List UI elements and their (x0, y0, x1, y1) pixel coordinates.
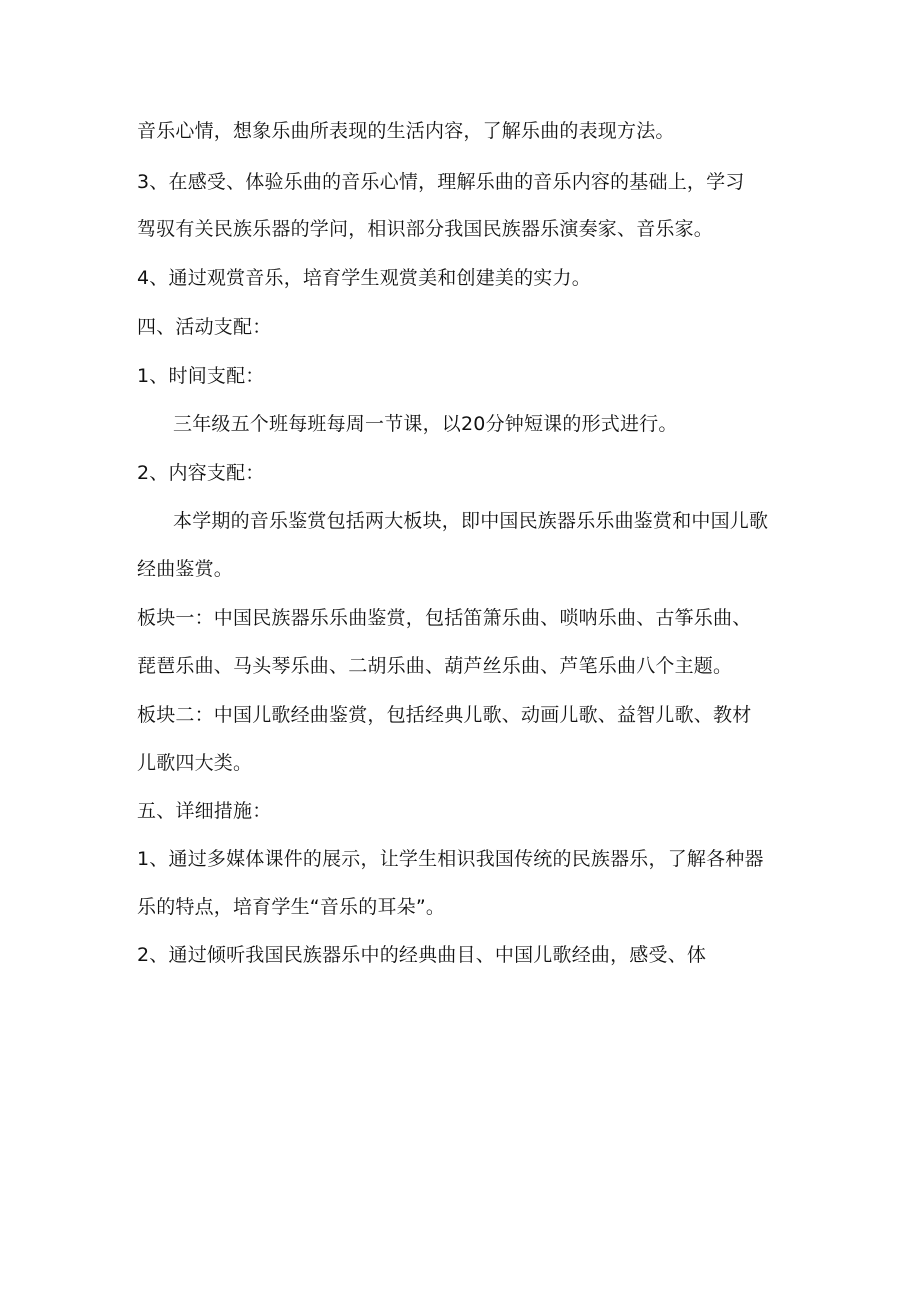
text-line: 乐的特点，培育学生“音乐的耳朵”。 (137, 896, 446, 918)
text-line: 经曲鉴赏。 (137, 558, 234, 580)
text-line: 4、通过观赏音乐，培育学生观赏美和创建美的实力。 (137, 267, 591, 289)
text-line: 音乐心情，想象乐曲所表现的生活内容，了解乐曲的表现方法。 (137, 120, 675, 142)
text-line: 琵琶乐曲、马头琴乐曲、二胡乐曲、葫芦丝乐曲、芦笔乐曲八个主题。 (137, 655, 733, 677)
text-line: 三年级五个班每班每周一节课，以20分钟短课的形式进行。 (173, 413, 678, 435)
text-line: 3、在感受、体验乐曲的音乐心情，理解乐曲的音乐内容的基础上，学习 (137, 171, 745, 193)
text-line: 板块二：中国儿歌经曲鉴赏，包括经典儿歌、动画儿歌、益智儿歌、教材 (137, 704, 752, 726)
subsection-heading: 2、内容支配： (137, 462, 265, 484)
text-line: 驾驭有关民族乐器的学问，相识部分我国民族器乐演奏家、音乐家。 (137, 218, 714, 240)
section-heading: 四、活动支配： (137, 316, 272, 338)
text-line: 本学期的音乐鉴赏包括两大板块，即中国民族器乐乐曲鉴赏和中国儿歌 (173, 510, 769, 532)
text-line: 儿歌四大类。 (137, 752, 253, 774)
text-line: 板块一：中国民族器乐乐曲鉴赏，包括笛箫乐曲、唢呐乐曲、古筝乐曲、 (137, 607, 752, 629)
subsection-heading: 1、时间支配： (137, 365, 265, 387)
section-heading: 五、详细措施： (137, 800, 272, 822)
text-line: 1、通过多媒体课件的展示，让学生相识我国传统的民族器乐，了解各种器 (137, 848, 764, 870)
text-line: 2、通过倾听我国民族器乐中的经典曲目、中国儿歌经曲，感受、体 (137, 944, 707, 966)
